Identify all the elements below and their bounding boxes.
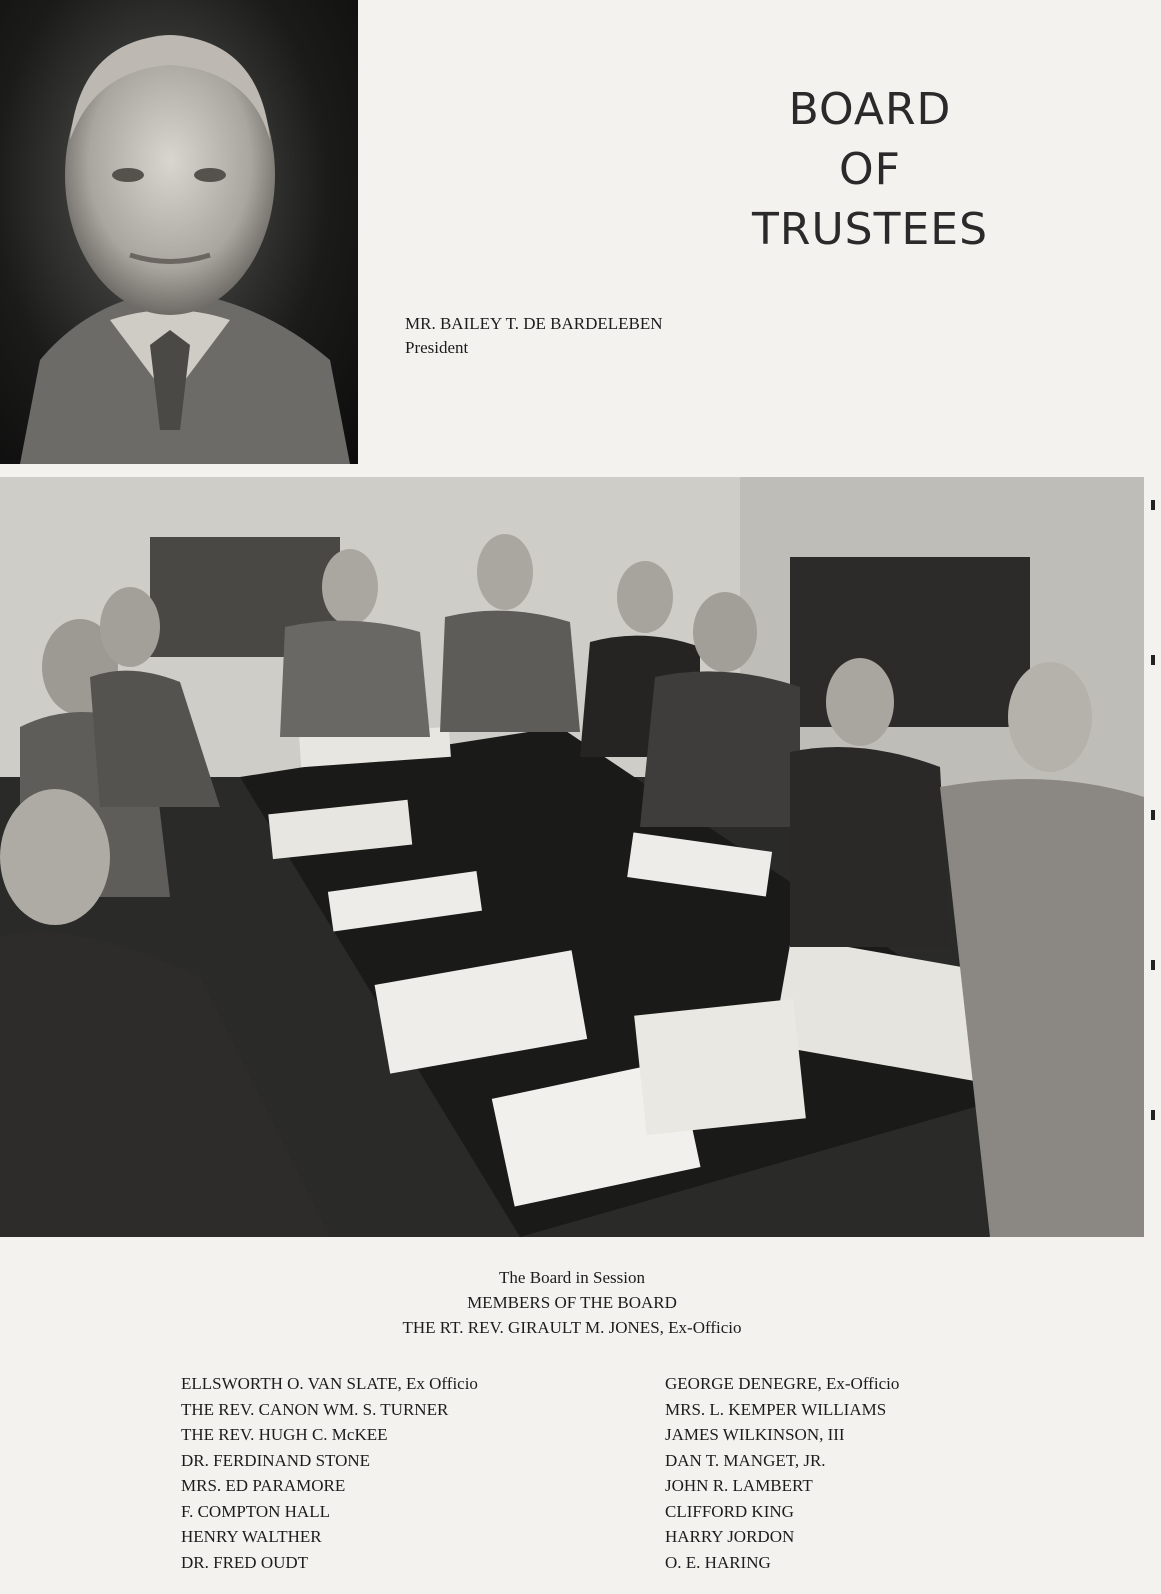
member-name: CLIFFORD KING [665, 1501, 794, 1521]
title-line: BOARD [788, 84, 952, 135]
member-name: O. E. HARING [665, 1552, 771, 1572]
members-list-left [181, 1371, 478, 1575]
member-name: JAMES WILKINSON, III [665, 1425, 845, 1444]
member-name: F. COMPTON HALL [181, 1501, 330, 1521]
president-portrait-photo [0, 0, 358, 464]
board-caption-block [0, 1265, 1144, 1340]
member-name: THE REV. HUGH C. McKEE [181, 1425, 388, 1444]
member-name: JOHN R. LAMBERT [665, 1476, 813, 1495]
member-name: DR. FRED OUDT [181, 1552, 309, 1572]
member-name: DAN T. MANGET, JR. [665, 1450, 826, 1470]
member-name: MRS. ED PARAMORE [181, 1476, 346, 1495]
page-title [700, 80, 1040, 260]
member-name: GEORGE DENEGRE, Ex-Officio [665, 1374, 900, 1393]
members-list-right [665, 1371, 899, 1575]
member-name: HARRY JORDON [665, 1527, 795, 1546]
member-name: MRS. L. KEMPER WILLIAMS [665, 1399, 887, 1419]
scan-edge-mark [1151, 960, 1155, 970]
president-name: MR. BAILEY T. DE BARDELEBEN [405, 314, 663, 333]
board-meeting-photo [0, 477, 1144, 1237]
president-role: President [405, 338, 469, 357]
member-name: HENRY WALTHER [181, 1527, 322, 1546]
scan-edge-mark [1151, 810, 1155, 820]
member-name: DR. FERDINAND STONE [181, 1450, 371, 1470]
member-name: ELLSWORTH O. VAN SLATE, Ex Officio [181, 1374, 478, 1393]
scan-edge-mark [1151, 500, 1155, 510]
member-name: THE REV. CANON WM. S. TURNER [181, 1399, 449, 1419]
scan-edge-mark [1151, 1110, 1155, 1120]
photo-caption: The Board in Session [499, 1268, 645, 1287]
scan-edge-mark [1151, 655, 1155, 665]
members-heading: MEMBERS OF THE BOARD [467, 1293, 677, 1312]
ex-officio-lead: THE RT. REV. GIRAULT M. JONES, Ex-Officio [402, 1318, 742, 1337]
title-line: TRUSTEES [752, 204, 988, 255]
title-line: OF [839, 144, 901, 195]
president-caption [405, 312, 663, 360]
